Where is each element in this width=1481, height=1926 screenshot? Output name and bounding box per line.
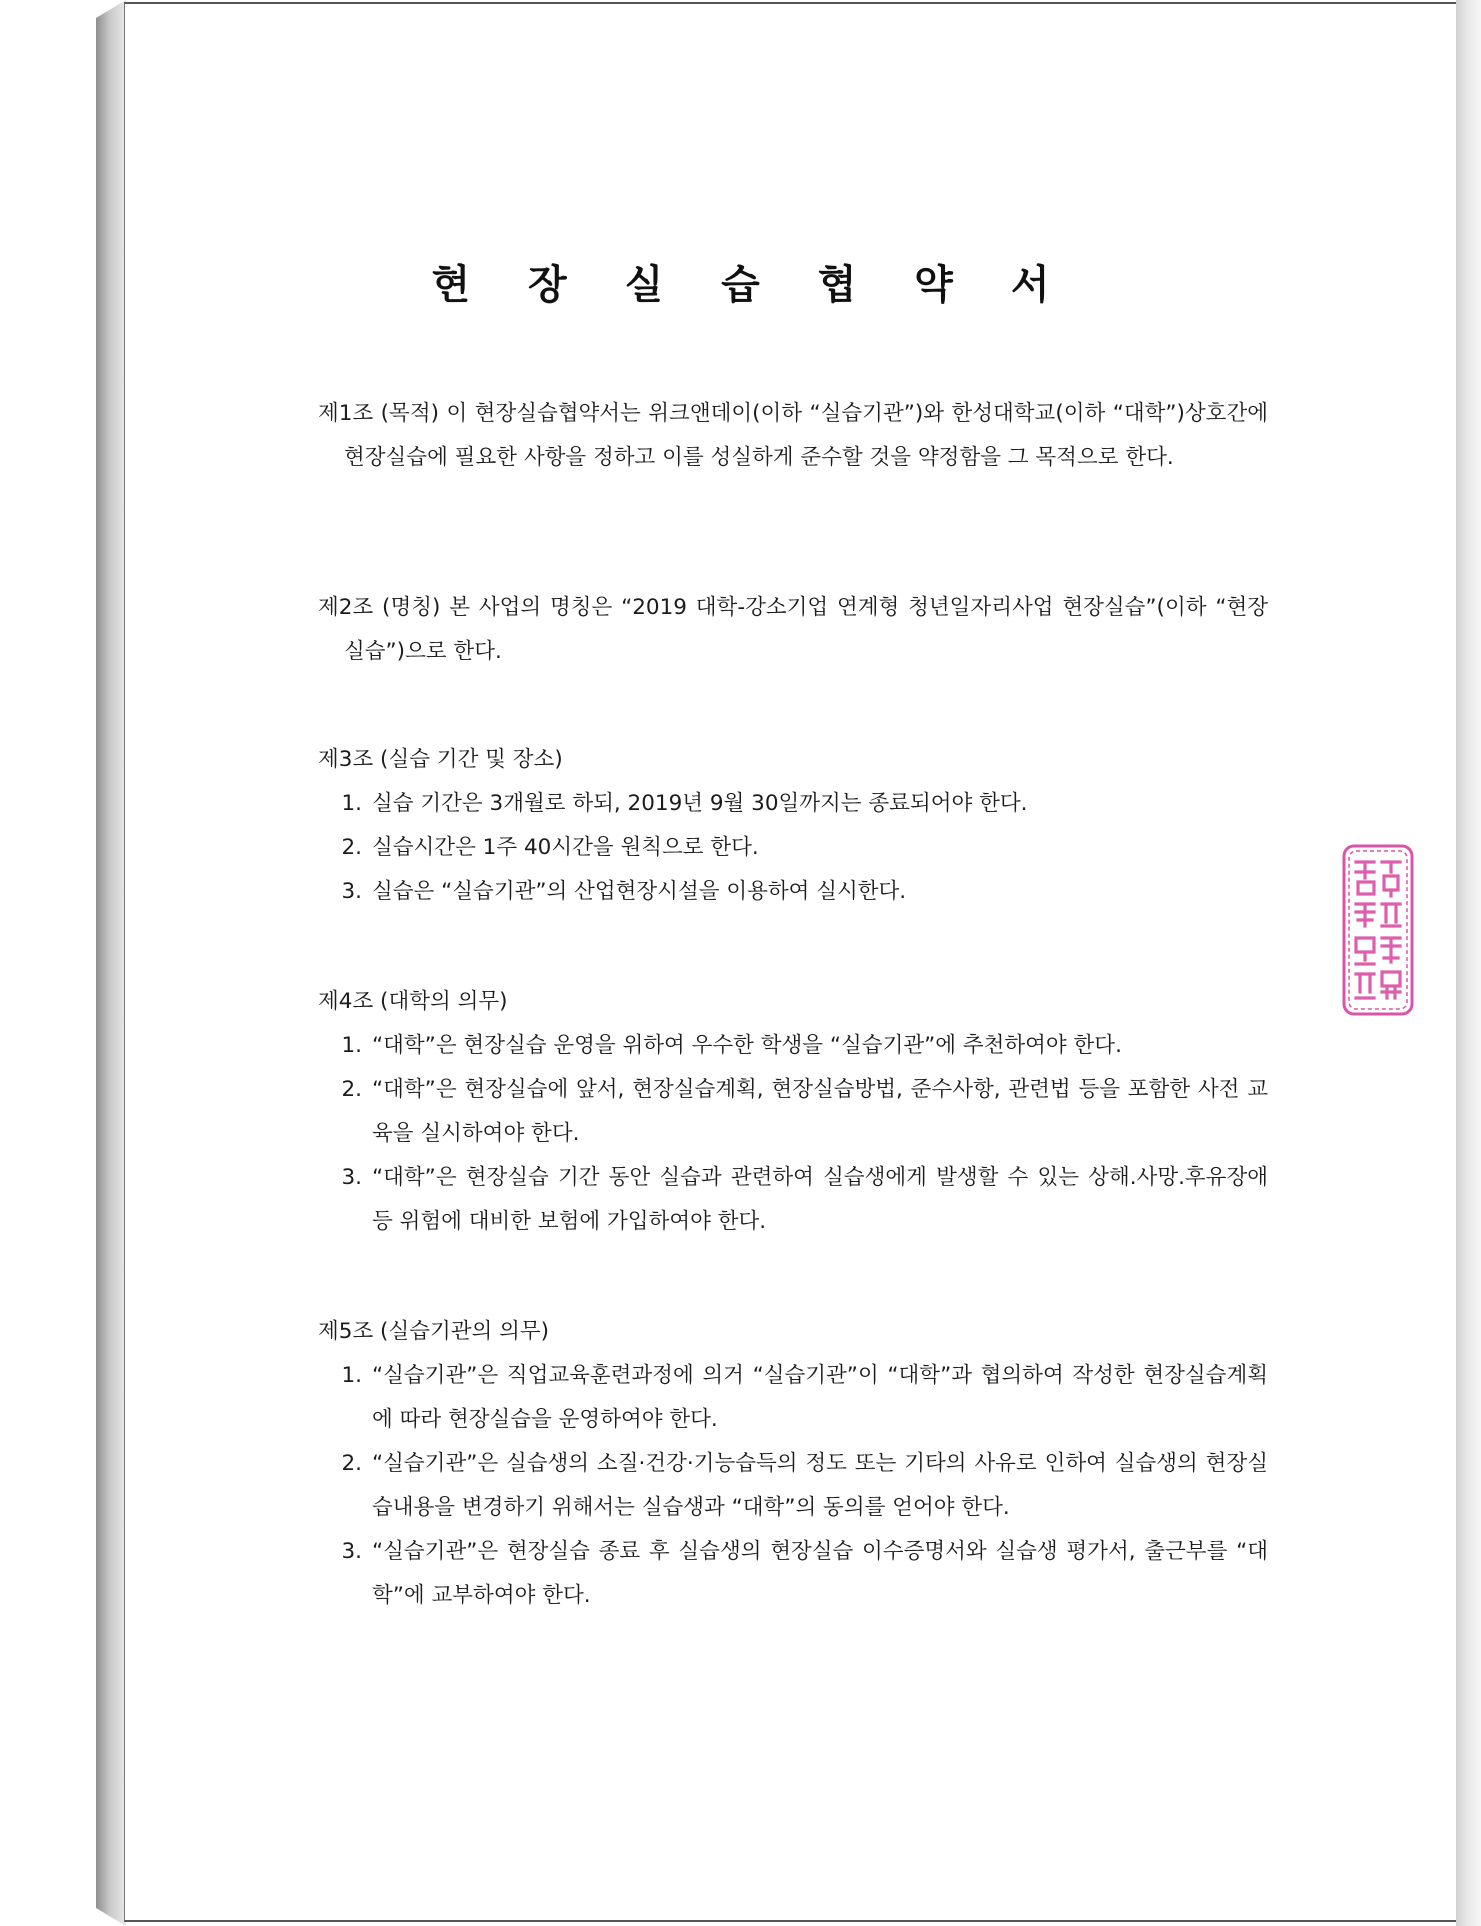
list-item xyxy=(318,870,1268,914)
article-4-heading: 제4조 (대학의 의무) xyxy=(318,989,508,1014)
list-item xyxy=(318,782,1268,826)
item-number: 1. xyxy=(341,1033,362,1058)
item-number: 1. xyxy=(341,1363,362,1388)
article-1 xyxy=(318,392,1268,480)
list-item xyxy=(318,1156,1268,1244)
item-text: “대학”은 현장실습에 앞서, 현장실습계획, 현장실습방법, 준수사항, 관련법 등을 포함한 사전 교육을 실시하여야 한다. xyxy=(372,1077,1268,1146)
article-1-text: 제1조 (목적) 이 현장실습협약서는 위크앤데이(이하 “실습기관”)와 한성대학교(이하 “대학”)상호간에 현장실습에 필요한 사항을 정하고 이를 성실하게 준수할 것을 약정함을 그 목적으로 한다. xyxy=(318,401,1268,470)
item-text: “실습기관”은 직업교육훈련과정에 의거 “실습기관”이 “대학”과 협의하여 작성한 현장실습계획에 따라 현장실습을 운영하여야 한다. xyxy=(372,1363,1268,1432)
article-2 xyxy=(318,586,1268,674)
list-item xyxy=(318,826,1268,870)
item-number: 1. xyxy=(341,791,362,816)
item-number: 3. xyxy=(341,1539,362,1564)
list-item xyxy=(318,1354,1268,1442)
article-2-text: 제2조 (명칭) 본 사업의 명칭은 “2019 대학-강소기업 연계형 청년일자리사업 현장실습”(이하 “현장실습”)으로 한다. xyxy=(318,595,1268,664)
item-number: 3. xyxy=(341,879,362,904)
item-text: “대학”은 현장실습 운영을 위하여 우수한 학생을 “실습기관”에 추천하여야 한다. xyxy=(372,1033,1122,1058)
item-text: “대학”은 현장실습 기간 동안 실습과 관련하여 실습생에게 발생할 수 있는 상해.사망.후유장애 등 위험에 대비한 보험에 가입하여야 한다. xyxy=(372,1165,1268,1234)
item-text: 실습시간은 1주 40시간을 원칙으로 한다. xyxy=(372,835,759,860)
document-title: 현 장 실 습 협 약 서 xyxy=(431,262,1072,308)
article-5 xyxy=(318,1310,1268,1618)
item-text: “실습기관”은 실습생의 소질·건강·기능습득의 정도 또는 기타의 사유로 인하여 실습생의 현장실습내용을 변경하기 위해서는 실습생과 “대학”의 동의를 얻어야 한다. xyxy=(372,1451,1268,1520)
list-item xyxy=(318,1442,1268,1530)
article-5-heading: 제5조 (실습기관의 의무) xyxy=(318,1319,550,1344)
official-seal-stamp-icon xyxy=(1340,842,1416,1018)
item-text: 실습 기간은 3개월로 하되, 2019년 9월 30일까지는 종료되어야 한다. xyxy=(372,791,1028,816)
item-text: 실습은 “실습기관”의 산업현장시설을 이용하여 실시한다. xyxy=(372,879,907,904)
article-4 xyxy=(318,980,1268,1244)
item-number: 3. xyxy=(341,1165,362,1190)
article-3-heading: 제3조 (실습 기간 및 장소) xyxy=(318,747,563,772)
list-item xyxy=(318,1530,1268,1618)
list-item xyxy=(318,1068,1268,1156)
item-number: 2. xyxy=(341,1451,362,1476)
article-3 xyxy=(318,738,1268,914)
item-text: “실습기관”은 현장실습 종료 후 실습생의 현장실습 이수증명서와 실습생 평가서, 출근부를 “대학”에 교부하여야 한다. xyxy=(372,1539,1268,1608)
item-number: 2. xyxy=(341,835,362,860)
list-item xyxy=(318,1024,1268,1068)
item-number: 2. xyxy=(341,1077,362,1102)
